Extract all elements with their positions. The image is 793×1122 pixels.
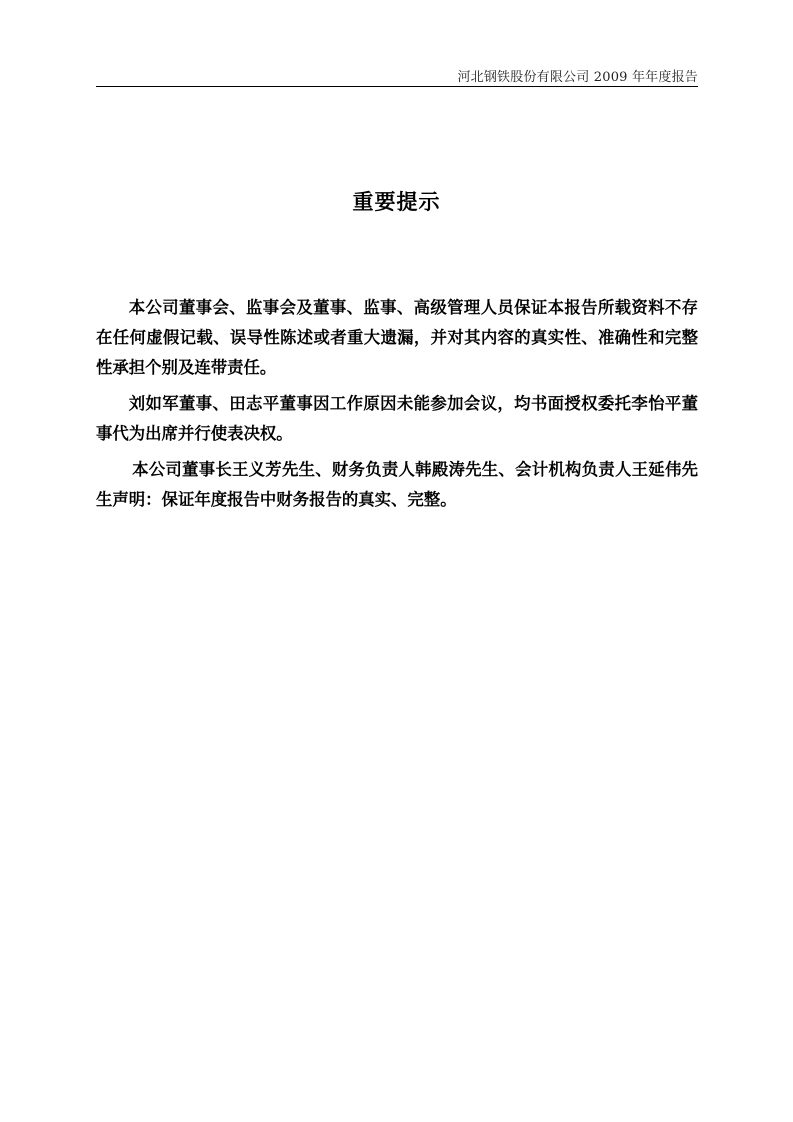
header-title: 河北钢铁股份有限公司 2009 年年度报告 <box>457 70 698 85</box>
paragraph-absent-directors: 刘如军董事、田志平董事因工作原因未能参加会议，均书面授权委托李怡平董事代为出席并行使表决权。 <box>96 394 698 443</box>
page-header <box>96 64 698 87</box>
paragraph-responsibility-statement: 本公司董事会、监事会及董事、监事、高级管理人员保证本报告所载资料不存在任何虚假记载、误导性陈述或者重大遗漏，并对其内容的真实性、准确性和完整性承担个别及连带责任。 <box>96 298 698 377</box>
paragraph-financial-report-declaration: 本公司董事长王义芳先生、财务负责人韩殿涛先生、会计机构负责人王延伟先生声明：保证年度报告中财务报告的真实、完整。 <box>96 460 698 509</box>
body-content <box>96 293 698 521</box>
page-title: 重要提示 <box>352 190 441 214</box>
